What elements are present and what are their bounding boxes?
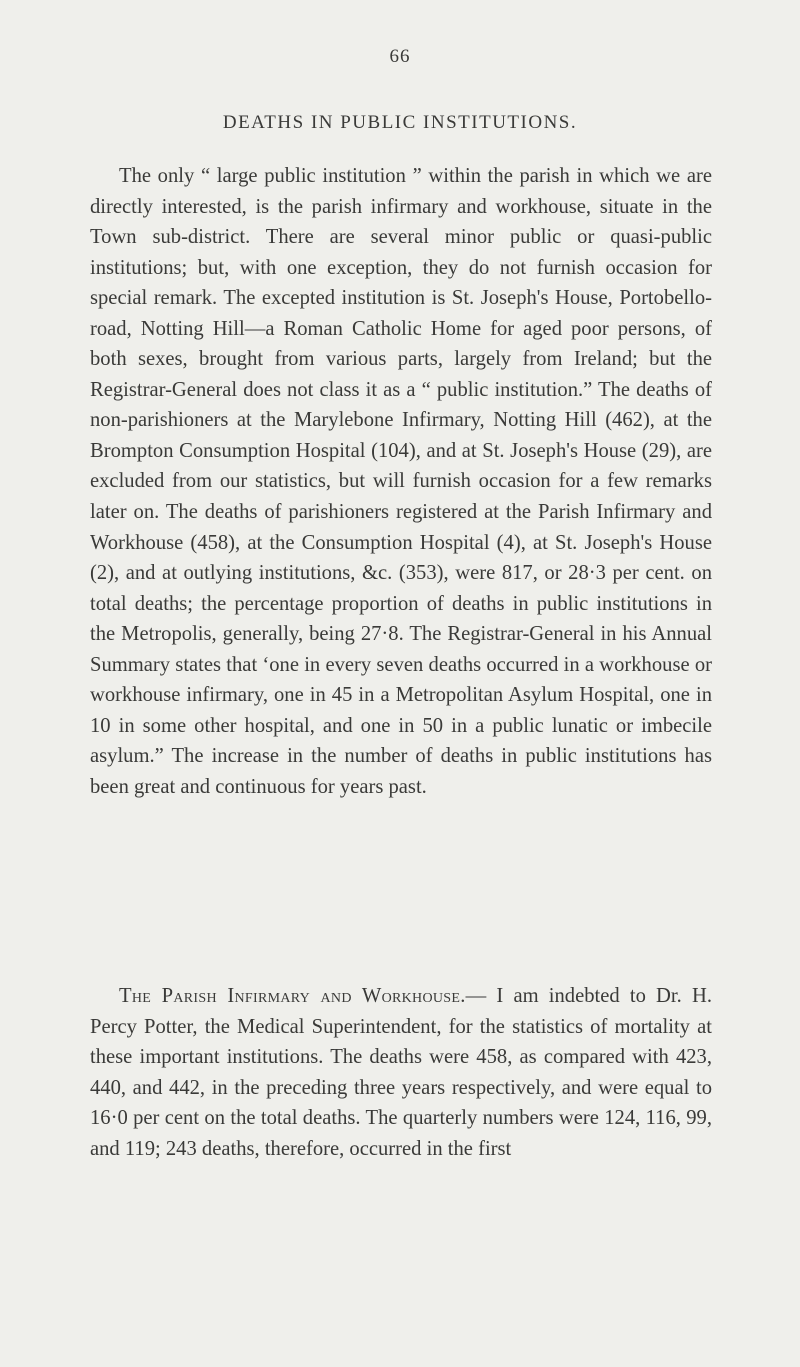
paragraph-run-in-heading: The Parish Infirmary and Workhouse. — [119, 985, 466, 1007]
section-heading: DEATHS IN PUBLIC INSTITUTIONS. — [222, 112, 578, 133]
paragraph-body: — I am indebted to Dr. H. Percy Potter, the Medical Superintendent, for the statistics of mortality at these important institutions. The deaths were 458, as compared with 423, 440, and 442, in the preceding three years respectively, and were equal to 16·0 per cent on the total deaths. The quarterly numbers were 124, 116, 99, and 119; 243 deaths, therefore, occurred in the first — [90, 985, 712, 1160]
page-number: 66 — [389, 46, 411, 67]
paragraph-parish-infirmary — [90, 981, 712, 1164]
paragraph-public-institutions: The only “ large public institution ” within the parish in which we are directly interested, is the parish infirmary and workhouse, situate in the Town sub-district. There are several minor public or quasi-public institutions; but, with one exception, they do not furnish occasion for special remark. The excepted institution is St. Joseph's House, Portobello-road, Notting Hill—a Roman Catholic Home for aged poor persons, of both sexes, brought from various parts, largely from Ireland; but the Registrar-General does not class it as a “ public institution.” The deaths of non-parishioners at the Marylebone Infirmary, Notting Hill (462), at the Brompton Consumption Hospital (104), and at St. Joseph's House (29), are excluded from our statistics, but will furnish occasion for a few remarks later on. The deaths of parishioners registered at the Parish Infirmary and Workhouse (458), at the Consumption Hospital (4), at St. Joseph's House (2), and at outlying institutions, &c. (353), were 817, or 28·3 per cent. on total deaths; the percentage proportion of deaths in public institutions in the Metropolis, generally, being 27·8. The Registrar-General in his Annual Summary states that ‘one in every seven deaths occurred in a workhouse or workhouse infirmary, one in 45 in a Metropolitan Asylum Hospital, one in 10 in some other hospital, and one in 50 in a public lunatic or imbecile asylum.” The increase in the number of deaths in public institutions has been great and continuous for years past. — [90, 165, 712, 798]
